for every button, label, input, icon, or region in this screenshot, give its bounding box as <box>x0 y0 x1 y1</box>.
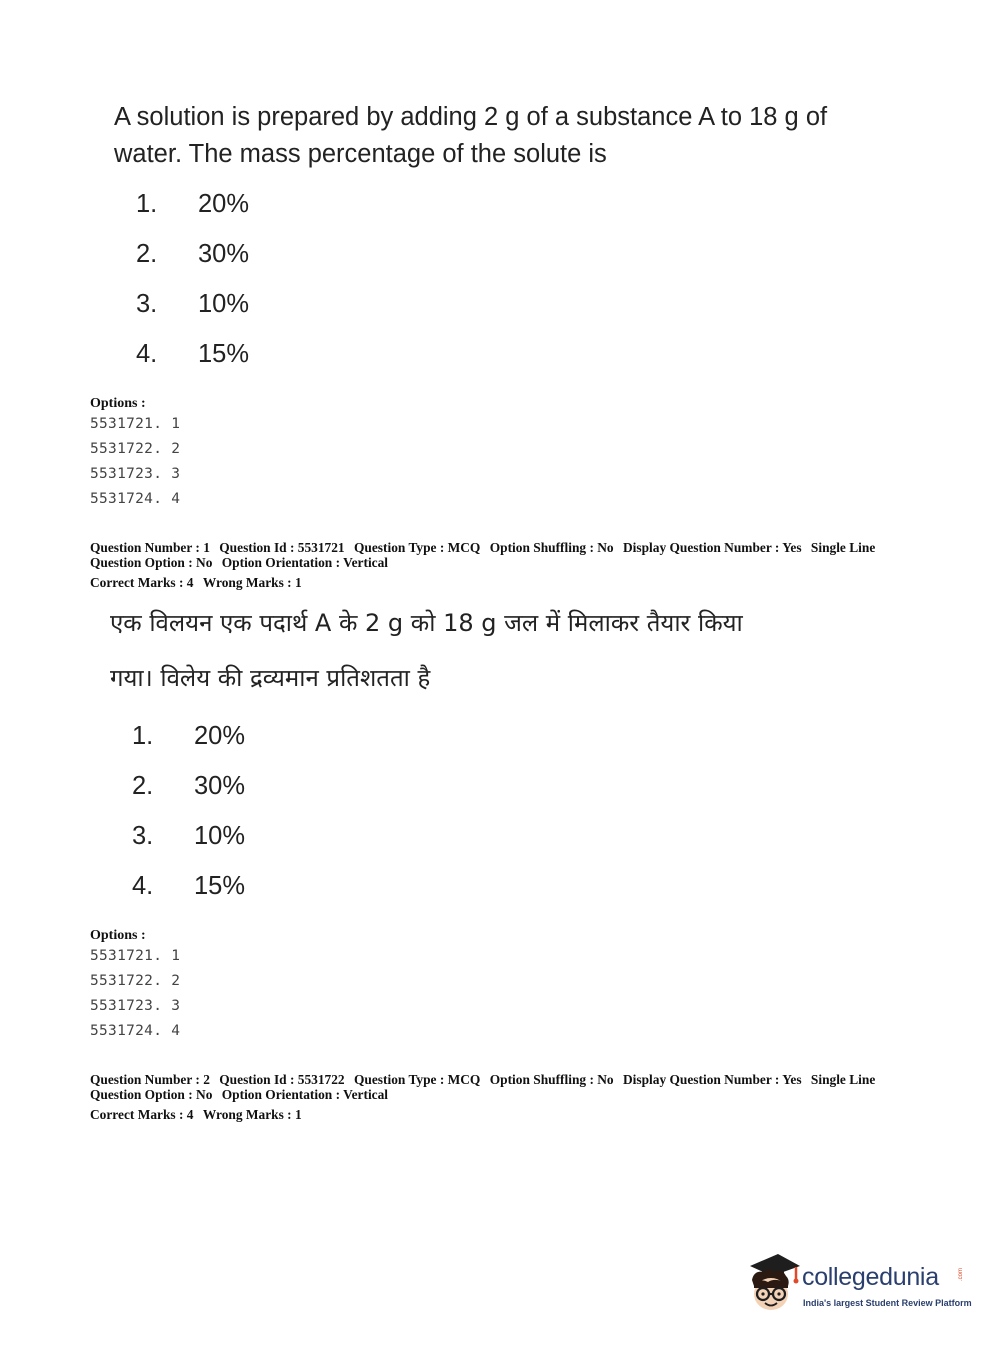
question-2-text <box>110 596 870 706</box>
question-1-text: A solution is prepared by adding 2 g of a substance A to 18 g of water. The mass percentage of the solute is <box>114 103 828 168</box>
question-2-options-label: Options : <box>90 928 146 943</box>
question-2-choice-1: 1. 20% <box>132 722 246 750</box>
collegedunia-logo[interactable] <box>742 1248 972 1318</box>
question-2-choice-3: 3. 10% <box>132 822 246 850</box>
question-2-text-line-2: गया। विलेय की द्रव्यमान प्रतिशतता है <box>110 664 431 692</box>
option-id: 5531721. 1 <box>90 416 181 432</box>
question-1-choice-4: 4. 15% <box>136 340 250 368</box>
option-id: 5531721. 1 <box>90 948 181 964</box>
option-id: 5531722. 2 <box>90 973 181 989</box>
question-2-option-ids <box>90 944 180 1044</box>
question-1-choice-3: 3. 10% <box>136 290 250 318</box>
student-mascot-icon <box>742 1250 802 1314</box>
question-2-text-line-1: एक विलयन एक पदार्थ A के 2 g को 18 g जल में मिलाकर तैयार किया <box>110 609 743 637</box>
option-id: 5531723. 3 <box>90 466 181 482</box>
question-1-metadata: Question Number : 1 Question Id : 5531721 Question Type : MCQ Option Shuffling : No Display Question Number : Yes Single Line Question Option : No Option Orientation : Vertical Correct Marks : 4 Wrong Marks : 1 <box>90 540 876 590</box>
option-id: 5531724. 4 <box>90 1023 181 1039</box>
question-1-option-ids <box>90 412 180 512</box>
logo-tagline: India's largest Student Review Platform <box>803 1298 972 1308</box>
question-1-choice-1: 1. 20% <box>136 190 250 218</box>
option-id: 5531724. 4 <box>90 491 181 507</box>
question-1-options-label: Options : <box>90 396 146 411</box>
question-2-choice-2: 2. 30% <box>132 772 246 800</box>
question-1-choice-2: 2. 30% <box>136 240 250 268</box>
option-id: 5531723. 3 <box>90 998 181 1014</box>
question-2-choice-4: 4. 15% <box>132 872 246 900</box>
option-id: 5531722. 2 <box>90 441 181 457</box>
question-2-metadata: Question Number : 2 Question Id : 5531722 Question Type : MCQ Option Shuffling : No Display Question Number : Yes Single Line Question Option : No Option Orientation : Vertical Correct Marks : 4 Wrong Marks : 1 <box>90 1072 876 1122</box>
logo-wordmark: collegedunia <box>802 1263 939 1291</box>
logo-domain-suffix: .com <box>958 1268 964 1282</box>
